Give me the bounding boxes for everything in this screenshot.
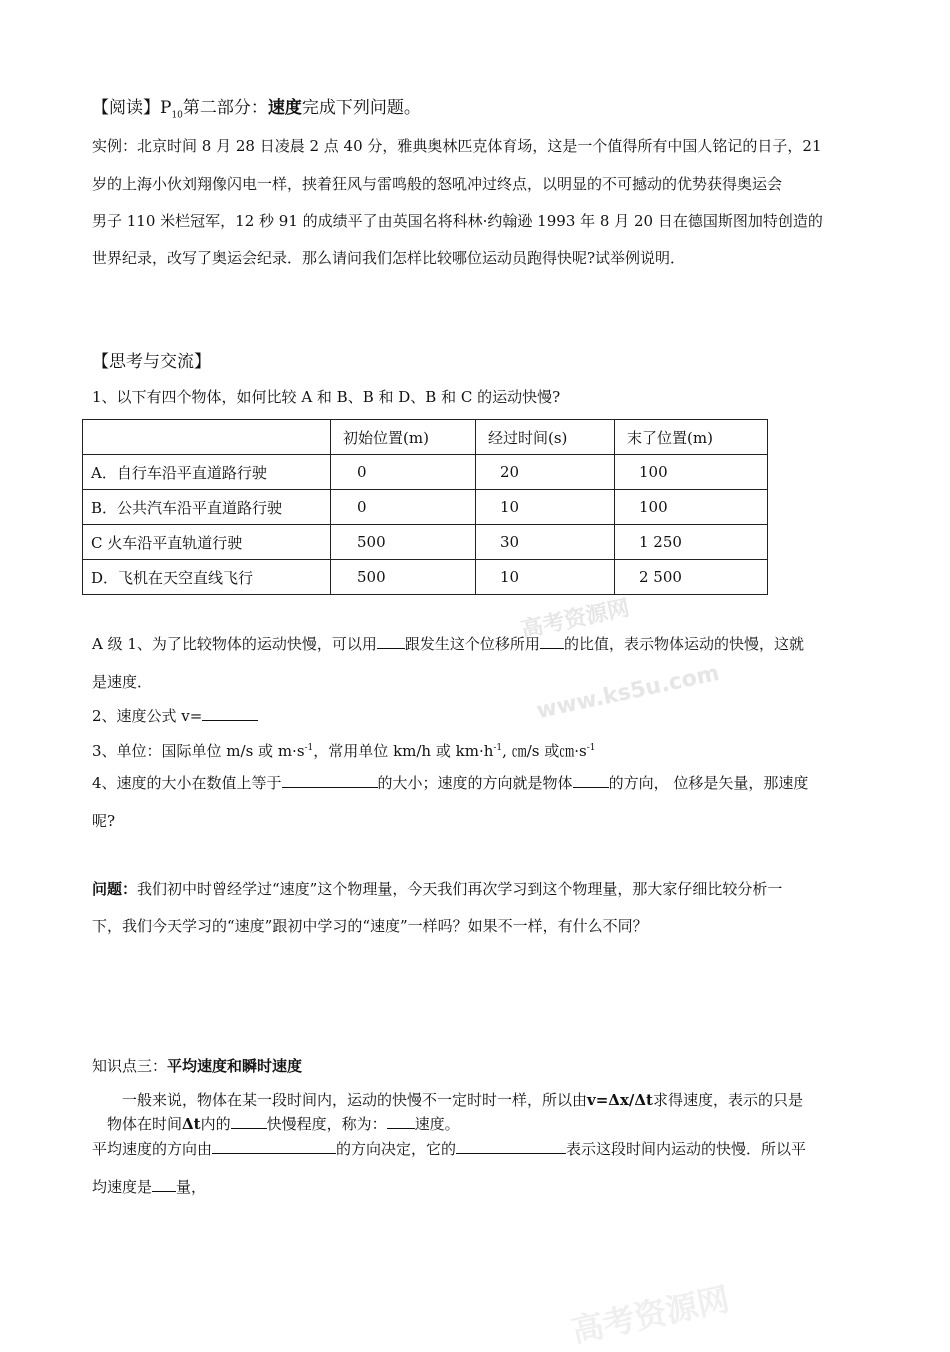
knowledge-para-1 [122, 1090, 803, 1110]
reading-bold-speed: 速度 [267, 98, 302, 118]
blank-field[interactable] [202, 706, 258, 721]
watermark-bottom: 高考资源网 [568, 1279, 733, 1351]
question-line-1 [92, 879, 782, 899]
item-3-sup: -1 [493, 743, 503, 753]
knowledge-text: 求得速度，表示的只是 [652, 1091, 803, 1109]
table-header-cell: 末了位置(m) [615, 420, 768, 455]
reading-p: P [160, 98, 172, 118]
table-cell: A．自行车沿平直道路行驶 [83, 455, 331, 490]
table-cell: 1 250 [615, 525, 768, 560]
blank-field[interactable] [387, 1114, 415, 1129]
item-3-text-c: , ㎝/s 或㎝·s [502, 742, 587, 760]
table-cell: 500 [331, 560, 476, 595]
knowledge-para-2 [107, 1114, 460, 1134]
item-3-sup: -1 [586, 743, 596, 753]
table-row [83, 560, 768, 595]
velocity-formula: v=Δx/Δt [587, 1091, 653, 1109]
think-question-1: 1、以下有四个物体，如何比较 A 和 B、B 和 D、B 和 C 的运动快慢? [92, 388, 561, 406]
blank-field[interactable] [456, 1139, 566, 1154]
table-cell: 2 500 [615, 560, 768, 595]
item-3-text-b: ，常用单位 km/h 或 km·h [313, 742, 494, 760]
item-4 [92, 773, 808, 793]
knowledge-text: 平均速度的方向由 [92, 1140, 213, 1158]
table-header-row [83, 420, 768, 455]
knowledge-text: 均速度是 [92, 1178, 153, 1196]
knowledge-text: 速度。 [414, 1115, 460, 1133]
item-1-line-2: 是速度． [92, 673, 153, 691]
delta-t-symbol: Δt [182, 1115, 201, 1133]
table-cell: 0 [331, 490, 476, 525]
knowledge-title: 平均速度和瞬时速度 [167, 1057, 303, 1075]
item-3-sup: -1 [304, 743, 314, 753]
table-row [83, 525, 768, 560]
question-text-1: 我们初中时曾经学过“速度”这个物理量，今天我们再次学习到这个物理量，那大家仔细比较分析一 [137, 880, 783, 898]
example-line-4: 世界纪录，改写了奥运会纪录．那么请问我们怎样比较哪位运动员跑得快呢?试举例说明． [92, 249, 686, 267]
knowledge-text: 表示这段时间内运动的快慢．所以平 [566, 1140, 807, 1158]
table-cell: 0 [331, 455, 476, 490]
blank-field[interactable] [231, 1114, 267, 1129]
blank-field[interactable] [573, 773, 609, 788]
table-cell: B．公共汽车沿平直道路行驶 [83, 490, 331, 525]
table-row [83, 455, 768, 490]
item-2 [92, 706, 258, 726]
blank-field[interactable] [377, 634, 405, 649]
watermark-text: 高考资源网 [519, 595, 632, 644]
reading-bracket: 【阅读】 [92, 98, 160, 118]
knowledge-text: 量， [176, 1178, 207, 1196]
table-header-cell [83, 420, 331, 455]
table-header-cell: 初始位置(m) [331, 420, 476, 455]
knowledge-text: 快慢程度，称为： [266, 1115, 387, 1133]
knowledge-text: 内的 [200, 1115, 231, 1133]
table-cell: 100 [615, 490, 768, 525]
item-2-text: 2、速度公式 v= [92, 707, 203, 725]
item-4-text-c: 的方向， 位移是矢量，那速度 [608, 774, 809, 792]
knowledge-para-3 [92, 1139, 806, 1159]
example-line-3: 男子 110 米栏冠军，12 秒 91 的成绩平了由英国名将科林·约翰逊 1993 年 8 月 20 日在德国斯图加特创造的 [92, 212, 823, 230]
item-4-line-2: 呢? [92, 812, 116, 830]
question-line-2: 下，我们今天学习的“速度”跟初中学习的“速度”一样吗？如果不一样，有什么不同？ [92, 917, 648, 935]
table-cell: C 火车沿平直轨道行驶 [83, 525, 331, 560]
blank-field[interactable] [282, 773, 378, 788]
item-4-text-b: 的大小；速度的方向就是物体 [377, 774, 573, 792]
knowledge-text: 物体在时间 [107, 1115, 183, 1133]
item-1 [92, 634, 804, 654]
item-1-text-c: 的比值，表示物体运动的快慢，这就 [563, 635, 804, 653]
table-cell: 100 [615, 455, 768, 490]
table-cell: D．飞机在天空直线飞行 [83, 560, 331, 595]
question-label: 问题： [92, 880, 138, 898]
think-heading: 【思考与交流】 [92, 352, 211, 372]
item-4-text-a: 4、速度的大小在数值上等于 [92, 774, 282, 792]
table-cell: 500 [331, 525, 476, 560]
item-1-text-a: A 级 1、为了比较物体的运动快慢，可以用 [92, 635, 377, 653]
blank-field[interactable] [540, 634, 564, 649]
motion-table [82, 419, 768, 595]
example-line-2: 岁的上海小伙刘翔像闪电一样，挟着狂风与雷鸣般的怒吼冲过终点，以明显的不可撼动的优势获得奥运会 [92, 175, 783, 193]
watermark-url: www.ks5u.com [534, 660, 722, 725]
table-cell: 10 [476, 490, 615, 525]
table-cell: 10 [476, 560, 615, 595]
blank-field[interactable] [152, 1177, 176, 1192]
item-3-text-a: 3、单位：国际单位 m/s 或 m·s [92, 742, 305, 760]
knowledge-para-4 [92, 1177, 206, 1197]
item-1-text-b: 跟发生这个位移所用 [404, 635, 540, 653]
knowledge-text: 一般来说，物体在某一段时间内，运动的快慢不一定时时一样，所以由 [122, 1091, 588, 1109]
table-cell: 30 [476, 525, 615, 560]
reading-text-end: 完成下列问题。 [301, 98, 421, 118]
reading-heading [92, 98, 421, 125]
knowledge-text: 的方向决定，它的 [336, 1140, 457, 1158]
table-row [83, 490, 768, 525]
table-cell: 20 [476, 455, 615, 490]
item-3 [92, 738, 595, 761]
example-line-1: 实例：北京时间 8 月 28 日凌晨 2 点 40 分，雅典奥林匹克体育场，这是一个值得所有中国人铭记的日子，21 [92, 137, 822, 155]
knowledge-heading [92, 1056, 302, 1076]
knowledge-label: 知识点三： [92, 1057, 168, 1075]
reading-text: 第二部分： [182, 98, 268, 118]
table-header-cell: 经过时间(s) [476, 420, 615, 455]
reading-p-subscript: 10 [171, 110, 183, 121]
blank-field[interactable] [212, 1139, 336, 1154]
